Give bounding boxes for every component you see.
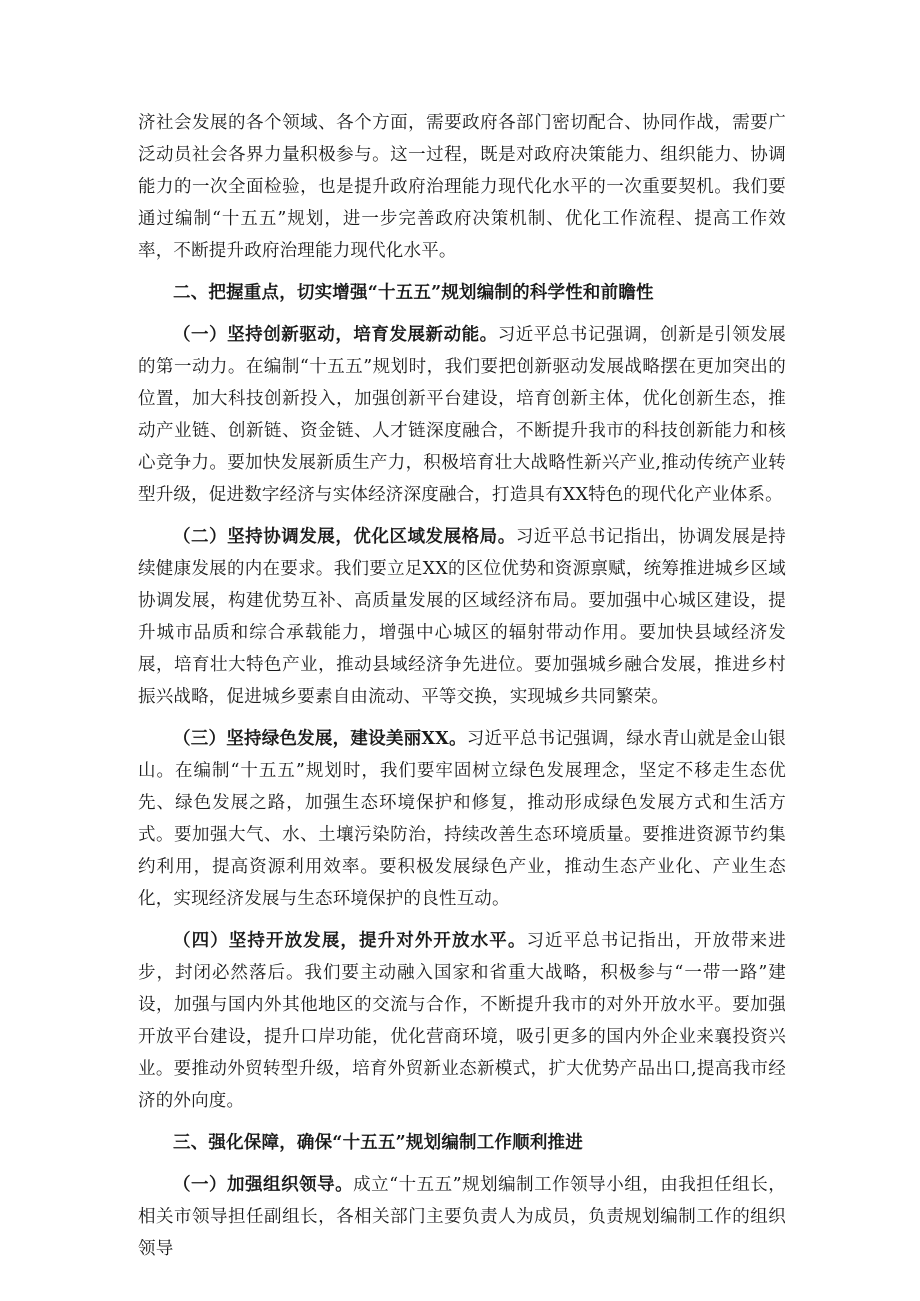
paragraph-text: 习近平总书记指出，开放带来进步，封闭必然落后。我们要主动融入国家和省重大战略，积极参与“一带一路”建设，加强与国内外其他地区的交流与合作，不断提升我市的对外开放水平。要加强开放平台建设，提升口岸功能，优化营商环境，吸引更多的国内外企业来襄投资兴业。要推动外贸转型升级，培育外贸新业态新模式，扩大优势产品出口,提高我市经济的外向度。 [138,931,786,1111]
heading-text: 二、把握重点，切实增强“十五五”规划编制的科学性和前瞻性 [173,283,654,303]
paragraph-innovation [138,319,786,511]
paragraph-lead: （一）坚持创新驱动，培育发展新动能。 [173,325,498,345]
paragraph-continued [138,107,786,267]
heading-text: 三、强化保障，确保“十五五”规划编制工作顺利推进 [173,1133,583,1153]
paragraph-text: 济社会发展的各个领域、各个方面，需要政府各部门密切配合、协同作战，需要广泛动员社会各界力量积极参与。这一过程，既是对政府决策能力、组织能力、协调能力的一次全面检验，也是提升政府治理能力现代化水平的一次重要契机。我们要通过编制“十五五”规划，进一步完善政府决策机制、优化工作流程、提高工作效率，不断提升政府治理能力现代化水平。 [138,113,786,261]
paragraph-text: 习近平总书记强调，绿水青山就是金山银山。在编制“十五五”规划时，我们要牢固树立绿色发展理念，坚定不移走生态优先、绿色发展之路，加强生态环境保护和修复，推动形成绿色发展方式和生活方式。要加强大气、水、土壤污染防治，持续改善生态环境质量。要推进资源节约集约利用，提高资源利用效率。要积极发展绿色产业，推动生态产业化、产业生态化，实现经济发展与生态环境保护的良性互动。 [138,729,786,909]
paragraph-lead: （三）坚持绿色发展，建设美丽XX。 [173,729,467,749]
paragraph-lead: （二）坚持协调发展，优化区域发展格局。 [173,527,516,547]
paragraph-lead: （四）坚持开放发展，提升对外开放水平。 [173,931,527,951]
paragraph-lead: （一）加强组织领导。 [173,1175,354,1195]
document-page [138,107,786,1275]
paragraph-text: 习近平总书记强调，创新是引领发展的第一动力。在编制“十五五”规划时，我们要把创新驱动发展战略摆在更加突出的位置，加大科技创新投入，加强创新平台建设，培育创新主体，优化创新生态，推动产业链、创新链、资金链、人才链深度融合，不断提升我市的科技创新能力和核心竞争力。要加快发展新质生产力，积极培育壮大战略性新兴产业,推动传统产业转型升级，促进数字经济与实体经济深度融合，打造具有XX特色的现代化产业体系。 [138,325,786,505]
paragraph-organization [138,1169,786,1265]
paragraph-coordination [138,521,786,713]
paragraph-text: 习近平总书记指出，协调发展是持续健康发展的内在要求。我们要立足XX的区位优势和资源禀赋，统筹推进城乡区域协调发展，构建优势互补、高质量发展的区域经济布局。要加强中心城区建设，提升城市品质和综合承载能力，增强中心城区的辐射带动作用。要加快县域经济发展，培育壮大特色产业，推动县域经济争先进位。要加强城乡融合发展，推进乡村振兴战略，促进城乡要素自由流动、平等交换，实现城乡共同繁荣。 [138,527,786,707]
paragraph-opening [138,925,786,1117]
paragraph-green [138,723,786,915]
section-heading-three [138,1127,786,1159]
section-heading-two [138,277,786,309]
paragraph-text: 成立“十五五”规划编制工作领导小组，由我担任组长，相关市领导担任副组长，各相关部门主要负责人为成员，负责规划编制工作的组织领导 [138,1175,786,1259]
